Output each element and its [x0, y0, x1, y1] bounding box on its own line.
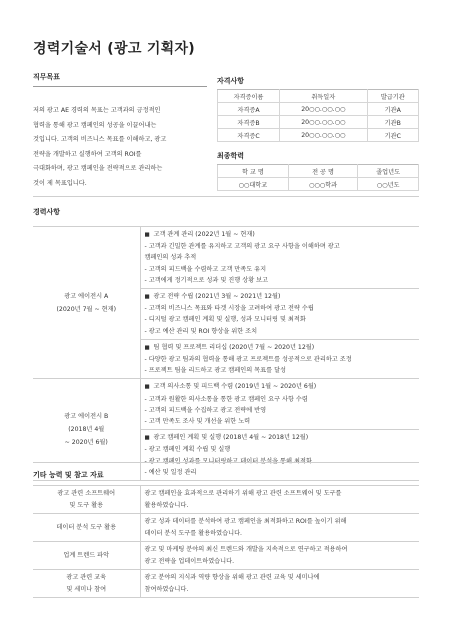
- square-bullet-icon: ■: [144, 435, 150, 442]
- square-bullet-icon: ■: [144, 344, 150, 351]
- cert-issuer: 기관B: [367, 116, 418, 129]
- skills-table: [33, 485, 419, 598]
- company-period: (2018년 4월: [68, 426, 105, 434]
- duty-line: - 고객과 원활한 의사소통을 통한 광고 캠페인 요구 사항 수렴: [144, 395, 308, 403]
- square-bullet-icon: ■: [144, 232, 150, 238]
- cert-issuer: 기관C: [367, 129, 418, 142]
- cert-date: 20○○.○○.○○: [280, 116, 368, 129]
- duty-title: ■ 고객 의사소통 및 피드백 수렴 (2019년 1월 ~ 2020년 6월): [145, 381, 420, 393]
- major-name: ○○○학과: [288, 178, 358, 191]
- skill-row: [33, 514, 419, 542]
- objective-line: 협력을 통해 광고 캠페인의 성공을 이끌어내는: [33, 121, 157, 129]
- experience-block-row: [33, 227, 419, 289]
- skills-heading: 기타 능력 및 참고 자료: [33, 471, 104, 479]
- skill-row: [33, 486, 419, 514]
- company-period: ~ 2020년 6월): [64, 439, 108, 447]
- objective-rule: [33, 86, 207, 87]
- skill-description: 광고 및 마케팅 분야의 최신 트렌드와 개발을 지속적으로 연구하고 적용하여 광고 전략을 업데이트하였습니다.: [140, 542, 419, 570]
- certs-heading: 자격사항: [217, 77, 245, 85]
- experience-table: [33, 226, 419, 481]
- square-bullet-icon: ■: [144, 384, 150, 391]
- certs-row: [218, 129, 419, 142]
- skill-description: 광고 분야의 지식과 역량 향상을 위해 광고 관련 교육 및 세미나에 참여하였습니다.: [140, 570, 419, 598]
- education-heading: 최종학력: [217, 152, 245, 160]
- certs-col-header: 취득일자: [280, 90, 368, 103]
- education-table: [217, 164, 419, 191]
- education-row: [218, 178, 419, 191]
- company-name: 광고 에이전시 B: [64, 413, 109, 421]
- duty-block: [140, 227, 419, 289]
- objective-line: 것입니다. 고객의 비즈니스 목표를 이해하고, 광고: [33, 136, 167, 143]
- skill-name: 업계 트렌드 파악: [33, 542, 140, 570]
- certs-row: [218, 116, 419, 129]
- school-name: ○○대학교: [218, 178, 289, 191]
- company-name: 광고 에이전시 A: [64, 292, 109, 300]
- section-divider: [33, 196, 419, 197]
- skill-row: [33, 570, 419, 598]
- duty-block: [140, 430, 419, 481]
- duty-line: - 고객의 피드백을 수집하고 광고 전략에 반영: [144, 406, 267, 414]
- objective-line: 극대화하며, 광고 캠페인을 전략적으로 관리하는: [33, 165, 163, 172]
- skill-name: 광고 관련 교육 및 세미나 참여: [33, 570, 140, 598]
- education-header-row: [218, 165, 419, 178]
- duty-line: - 예산 및 일정 관리: [144, 468, 197, 476]
- certs-col-header: 발급기관: [367, 90, 418, 103]
- duty-line: - 광고 예산 관리 및 ROI 향상을 위한 조치: [144, 327, 258, 335]
- duty-line: - 광고 캠페인 계획 수립 및 실행: [144, 446, 231, 454]
- duty-block: [140, 379, 419, 430]
- duty-line: - 프로젝트 팀을 리드하고 광고 캠페인의 목표를 달성: [144, 367, 287, 375]
- section-divider: [33, 462, 419, 463]
- duty-line: - 고객과 긴밀한 관계를 유지하고 고객의 광고 요구 사항을 이해하며 광고: [144, 243, 340, 251]
- certs-table: [217, 89, 419, 142]
- cert-name: 자격증C: [218, 129, 280, 142]
- page-title: 경력기술서 (광고 기획자): [33, 41, 195, 57]
- education-col-header: 학 교 명: [218, 165, 289, 178]
- duty-title: ■ 팀 협력 및 프로젝트 리더십 (2020년 7월 ~ 2020년 12월): [145, 342, 420, 354]
- experience-heading: 경력사항: [33, 208, 61, 216]
- duty-title: ■ 고객 관계 관리 (2022년 1월 ~ 현재): [145, 229, 420, 241]
- duty-block: [140, 339, 419, 379]
- duty-line: - 고객의 피드백을 수렴하고 고객 만족도 유지: [144, 265, 267, 273]
- duty-line: - 고객의 비즈니스 목표와 타겟 시장을 고려하여 광고 전략 수립: [144, 305, 314, 313]
- cert-name: 자격증A: [218, 103, 280, 116]
- skill-name: 광고 관련 소프트웨어 및 도구 활용: [33, 486, 140, 514]
- duty-line: 캠페인의 성과 추적: [144, 254, 197, 262]
- education-col-header: 전 공 명: [288, 165, 358, 178]
- experience-block-row: [33, 379, 419, 430]
- certs-row: [218, 103, 419, 116]
- company-cell: [33, 227, 140, 379]
- certs-col-header: 자격증이름: [218, 90, 280, 103]
- duty-title: ■ 광고 캠페인 계획 및 실행 (2018년 4월 ~ 2018년 12월): [145, 432, 420, 444]
- duty-block: [140, 289, 419, 340]
- objective-heading: 직무목표: [33, 73, 61, 81]
- objective-line: 것이 제 목표입니다.: [33, 179, 87, 187]
- objective-line: 저의 광고 AE 경력의 목표는 고객과의 긍정적인: [33, 107, 161, 114]
- education-col-header: 졸업년도: [358, 165, 419, 178]
- company-cell: [33, 379, 140, 481]
- objective-line: 전략을 개발하고 실행하여 고객의 ROI를: [33, 150, 142, 158]
- company-period: (2020년 7월 ~ 현재): [56, 305, 116, 313]
- certs-header-row: [218, 90, 419, 103]
- skill-description: 광고 캠페인을 효과적으로 관리하기 위해 광고 관련 소프트웨어 및 도구를 활용하였습니다.: [140, 486, 419, 514]
- skill-name: 데이터 분석 도구 활용: [33, 514, 140, 542]
- duty-line: - 디지털 광고 캠페인 계획 및 실행, 성과 모니터링 및 최적화: [144, 316, 306, 324]
- skill-row: [33, 542, 419, 570]
- square-bullet-icon: ■: [144, 294, 150, 301]
- graduation-year: ○○년도: [358, 178, 419, 191]
- duty-line: - 고객 만족도 조사 및 개선을 위한 노력: [144, 418, 251, 426]
- duty-title: ■ 광고 전략 수립 (2021년 3월 ~ 2021년 12월): [145, 291, 420, 303]
- cert-date: 20○○.○○.○○: [280, 129, 368, 142]
- duty-line: - 광고 캠페인 성과를 모니터링하고 데이터 분석을 통해 최적화: [144, 457, 312, 465]
- objective-text: [33, 104, 208, 191]
- cert-date: 20○○.○○.○○: [280, 103, 368, 116]
- duty-line: - 고객에게 정기적으로 성과 및 진행 상황 보고: [144, 276, 269, 284]
- duty-line: - 다양한 광고 팀과의 협력을 통해 광고 프로젝트를 성공적으로 관리하고 조정: [144, 356, 352, 364]
- cert-issuer: 기관A: [367, 103, 418, 116]
- skill-description: 광고 성과 데이터를 분석하여 광고 캠페인을 최적화하고 ROI를 높이기 위해 데이터 분석 도구를 활용하였습니다.: [140, 514, 419, 542]
- cert-name: 자격증B: [218, 116, 280, 129]
